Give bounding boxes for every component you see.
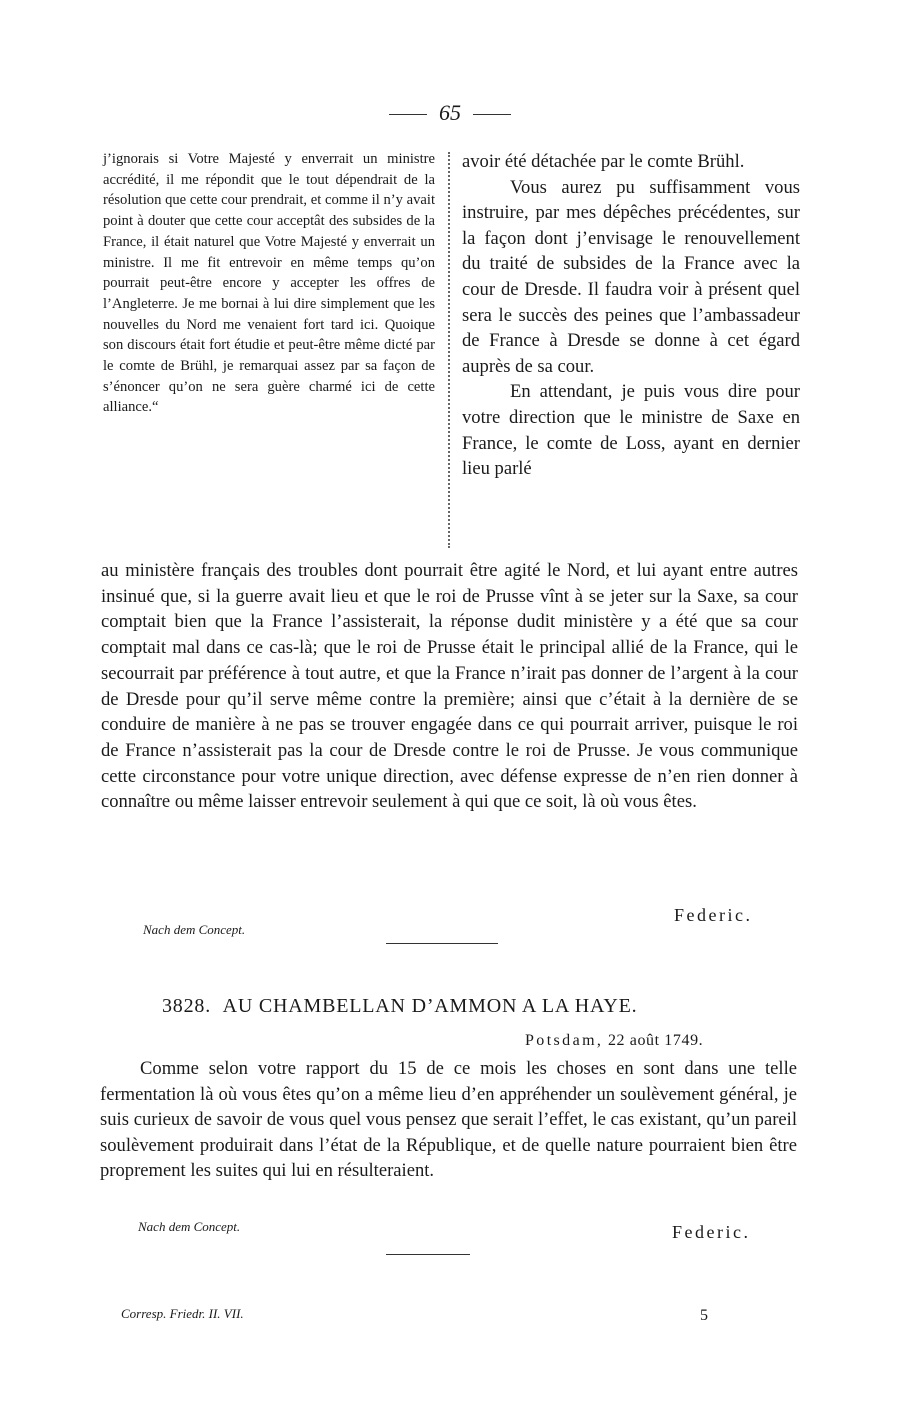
- dateline: [525, 1032, 785, 1050]
- right-column-paragraph-2: Vous aurez pu suffisamment vous instruire, par mes dépêches précédentes, sur la façon dont j’envisage le renouvellement du traité de subsides de la France avec la cour de Dresde. Il faudra voir à présent quel sera le succès des peines que l’ambassadeur de France à Dresde se donne à cet égard auprès de sa cour.: [462, 176, 800, 377]
- right-column: [462, 149, 800, 482]
- letter-recipient: AU CHAMBELLAN D’AMMON A LA HAYE.: [222, 995, 638, 1017]
- letter-heading: [162, 995, 782, 1018]
- source-note-letter-1: Nach dem Concept.: [143, 922, 246, 937]
- signature-letter-1: Federic.: [674, 905, 753, 925]
- dateline-place: Potsdam,: [525, 1032, 604, 1049]
- source-note-letter-2: Nach dem Concept.: [138, 1219, 241, 1234]
- right-column-paragraph-1: avoir été détachée par le comte Brühl.: [462, 151, 745, 172]
- header-dash-left: [389, 114, 427, 115]
- page-number-value: 65: [439, 100, 461, 125]
- dateline-date: 22 août 1749.: [607, 1032, 704, 1049]
- signature-letter-2: Federic.: [672, 1222, 751, 1242]
- left-column-text: j’ignorais si Votre Majesté y enverrait un ministre accrédité, il me répondit que le tout dépendrait de la résolution que cette cour prendrait, et comme il n’y avait point à douter que cette cour acceptât des subsides de la France, il était naturel que Votre Majesté y enverrait un ministre. Il me fit entrevoir en même temps qu’on pourrait peut-être encore y accepter les offres de l’Angleterre. Je me bornai à lui dire simplement que les nouvelles du Nord me venaient fort tard ici. Quoique son discours était fort étudie et peut-être même dicté par le comte de Brühl, je remarquai assez par sa façon de s’énoncer qu’on ne sera guère charmé ici de cette alliance.“: [103, 151, 435, 416]
- separator-rule-2: [386, 1254, 470, 1255]
- continuation-paragraph: au ministère français des troubles dont pourrait être agité le Nord, et lui ayant entre autres insinué que, si la guerre avait lieu et que le roi de Prusse vînt à se jeter sur la Saxe, sa cour comptait bien que la France l’assisterait, la réponse dudit ministère y a été que sa cour comptait mal dans ce cas-là; que le roi de Prusse était le principal allié de la France, qui le secourrait par préférence à tout autre, et que la France n’irait pas donner de l’argent à la cour de Dresde pour qu’il serve même contre la première; ainsi que c’était à la dernière de se conduire de manière à ne pas se trouver engagée dans ce qui pourrait arriver, puisque le roi de France n’assisterait pas la cour de Dresde contre le roi de Prusse. Je vous communique cette circonstance pour votre unique direction, avec défense expresse de n’en rien donner à connaître ou même laisser entrevoir seulement à qui que ce soit, là où vous êtes.: [101, 560, 798, 813]
- footer-sheet-number: 5: [700, 1307, 708, 1324]
- page-number: [0, 100, 900, 126]
- header-dash-right: [473, 114, 511, 115]
- right-column-paragraph-3: En attendant, je puis vous dire pour votre direction que le ministre de Saxe en France, le comte de Loss, ayant en dernier lieu parlé: [462, 381, 800, 480]
- separator-rule-1: [386, 943, 498, 944]
- letter-body: Comme selon votre rapport du 15 de ce mois les choses en sont dans une telle fermentation là où vous êtes qu’on a même lieu d’en appréhender un soulèvement général, je suis curieux de savoir de vous quel vous pensez que serait l’effet, le cas existant, qu’un pareil soulèvement produirait dans l’état de la République, et de quelle nature pourraient bien être proprement les suites qui lui en résulteraient.: [100, 1058, 797, 1182]
- column-divider: [448, 152, 450, 548]
- letter-number: 3828.: [162, 995, 211, 1017]
- footer-collection: Corresp. Friedr. II. VII.: [121, 1306, 244, 1321]
